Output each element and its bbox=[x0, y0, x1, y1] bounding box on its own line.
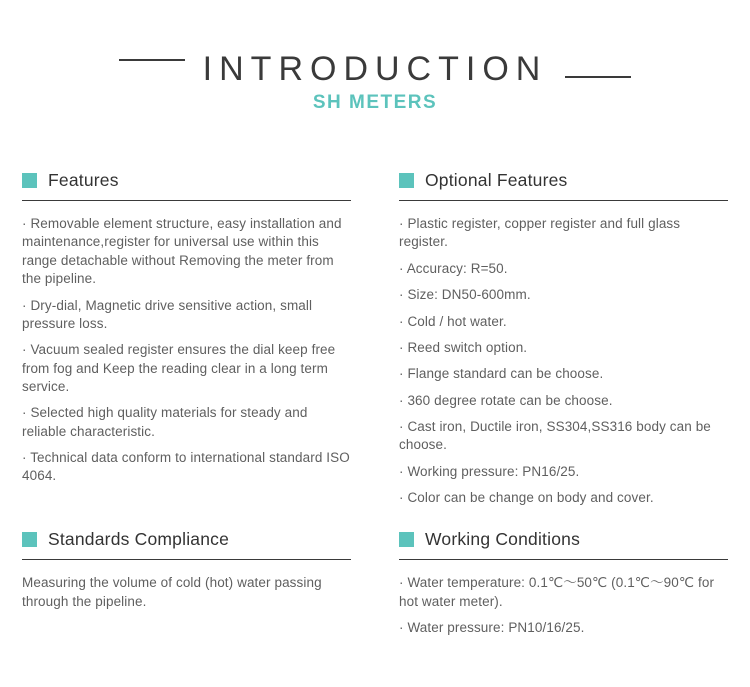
section-features-underline bbox=[22, 200, 351, 201]
header-rule-left bbox=[119, 59, 185, 61]
feature-item: · Technical data conform to international standard ISO 4064. bbox=[22, 450, 350, 484]
section-optional-features bbox=[399, 170, 728, 507]
section-working-conditions-title: Working Conditions bbox=[425, 529, 581, 550]
square-marker-icon bbox=[22, 173, 37, 188]
optional-feature-item: · Color can be change on body and cover. bbox=[399, 490, 654, 506]
optional-feature-item: · Cold / hot water. bbox=[399, 313, 507, 329]
header-rule-right bbox=[565, 76, 631, 78]
section-features-body bbox=[22, 215, 351, 486]
section-standards-compliance-body bbox=[22, 574, 351, 611]
section-working-conditions-underline bbox=[399, 559, 728, 560]
section-standards-compliance bbox=[22, 529, 351, 611]
section-standards-compliance-underline bbox=[22, 559, 351, 560]
square-marker-icon bbox=[399, 532, 414, 547]
square-marker-icon bbox=[22, 532, 37, 547]
section-standards-compliance-title: Standards Compliance bbox=[48, 529, 230, 550]
optional-feature-item: · Size: DN50-600mm. bbox=[399, 287, 531, 303]
standards-compliance-item: Measuring the volume of cold (hot) water passing through the pipeline. bbox=[22, 575, 322, 609]
section-optional-features-title: Optional Features bbox=[425, 170, 568, 191]
brand-name: SH METERS bbox=[312, 92, 438, 114]
optional-feature-item: · Cast iron, Ductile iron, SS304,SS316 body can be choose. bbox=[399, 418, 711, 453]
feature-item: · Removable element structure, easy installation and maintenance,register for universal use within this range detachable without Removing the meter from the pipeline. bbox=[22, 216, 342, 287]
feature-item: · Dry-dial, Magnetic drive sensitive action, small pressure loss. bbox=[22, 297, 313, 331]
section-optional-features-header bbox=[399, 170, 728, 191]
section-working-conditions-header bbox=[399, 529, 728, 550]
working-condition-item: · Water temperature: 0.1℃～50℃ (0.1℃～90℃ for hot water meter). bbox=[399, 575, 715, 609]
section-optional-features-underline bbox=[399, 200, 728, 201]
feature-item: · Vacuum sealed register ensures the dial keep free from fog and Keep the reading clear in a long term service. bbox=[22, 342, 336, 394]
section-standards-compliance-header bbox=[22, 529, 351, 550]
page-title: INTRODUCTION bbox=[202, 50, 548, 88]
title-row bbox=[22, 50, 728, 89]
section-optional-features-body bbox=[399, 215, 728, 507]
square-marker-icon bbox=[399, 173, 414, 188]
sections-grid bbox=[22, 170, 728, 637]
optional-feature-item: · Accuracy: R=50. bbox=[399, 260, 508, 276]
section-features bbox=[22, 170, 351, 486]
section-features-header bbox=[22, 170, 351, 191]
section-working-conditions-body bbox=[399, 574, 728, 637]
working-condition-item: · Water pressure: PN10/16/25. bbox=[399, 620, 585, 636]
section-working-conditions bbox=[399, 529, 728, 637]
optional-feature-item: · Working pressure: PN16/25. bbox=[399, 463, 580, 479]
feature-item: · Selected high quality materials for steady and reliable characteristic. bbox=[22, 405, 308, 439]
optional-feature-item: · Plastic register, copper register and full glass register. bbox=[399, 216, 681, 250]
page-header bbox=[22, 50, 728, 114]
section-features-title: Features bbox=[48, 170, 119, 191]
optional-feature-item: · Flange standard can be choose. bbox=[399, 366, 604, 382]
optional-feature-item: · Reed switch option. bbox=[399, 339, 528, 355]
optional-feature-item: · 360 degree rotate can be choose. bbox=[399, 392, 613, 408]
